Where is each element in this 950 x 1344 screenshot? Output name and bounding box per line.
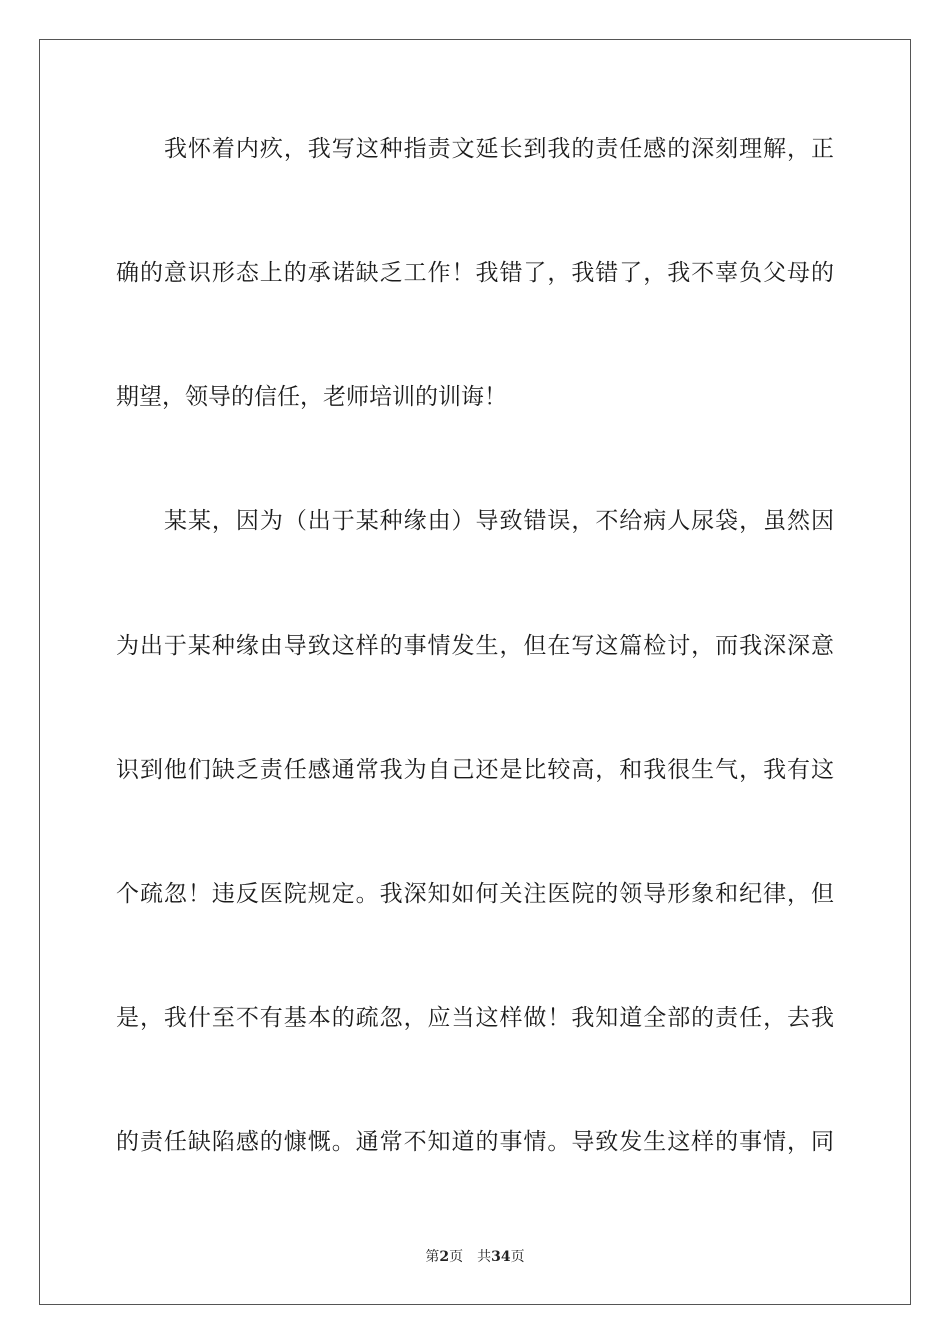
- text-line-1: 我怀着内疚，我写这种指责文延长到我的责任感的深刻理解，正: [164, 136, 834, 162]
- text-line-9: 的责任缺陷感的慷慨。通常不知道的事情。导致发生这样的事情，同: [116, 1129, 834, 1155]
- page-footer: [0, 1246, 950, 1266]
- page-border: [39, 39, 911, 1305]
- text-line-5: 为出于某种缘由导致这样的事情发生，但在写这篇检讨，而我深深意: [116, 633, 834, 659]
- text-line-7: 个疏忽！违反医院规定。我深知如何关注医院的领导形象和纪律，但: [116, 881, 834, 907]
- page-prefix: 第: [425, 1249, 440, 1265]
- page-suffix: 页: [449, 1249, 464, 1265]
- total-suffix: 页: [510, 1249, 525, 1265]
- text-line-3: 期望，领导的信任，老师培训的训诲！: [116, 384, 507, 410]
- text-line-8: 是，我什至不有基本的疏忽，应当这样做！我知道全部的责任，去我: [116, 1005, 834, 1031]
- text-line-4: 某某，因为（出于某种缘由）导致错误，不给病人尿袋，虽然因: [164, 508, 834, 534]
- total-pages: 34: [491, 1249, 511, 1265]
- total-prefix: 共: [477, 1249, 492, 1265]
- text-line-6: 识到他们缺乏责任感通常我为自己还是比较高，和我很生气，我有这: [116, 757, 834, 783]
- text-line-2: 确的意识形态上的承诺缺乏工作！我错了，我错了，我不辜负父母的: [116, 260, 834, 286]
- page-number: 2: [439, 1249, 450, 1265]
